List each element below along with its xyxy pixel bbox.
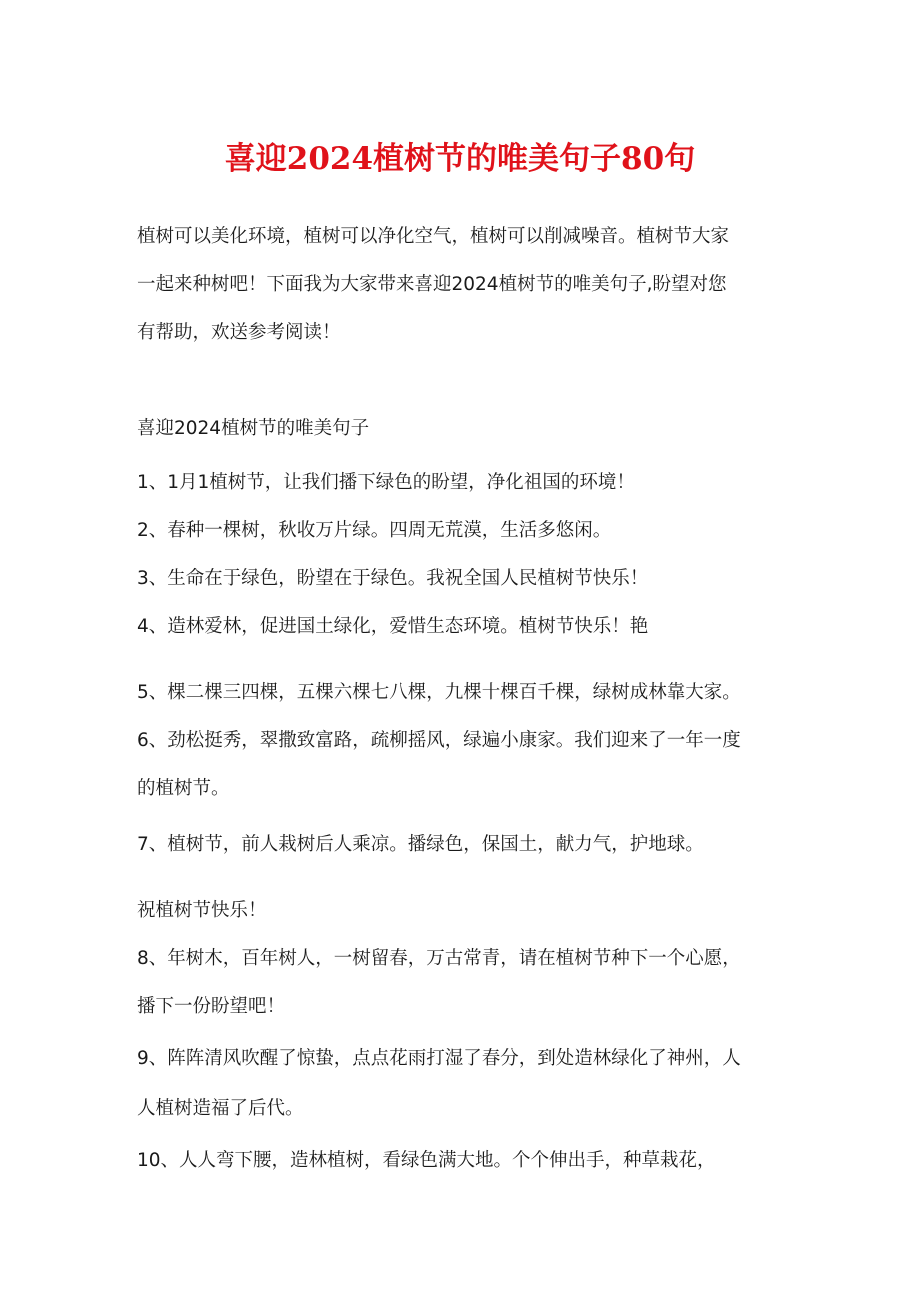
list-item-10: 10、人人弯下腰，造林植树，看绿色满大地。个个伸出手，种草栽花，: [137, 1150, 716, 1171]
list-item-8-line-1: 8、年树木，百年树人，一树留春，万古常青，请在植树节种下一个心愿，: [137, 948, 741, 969]
list-item-9-line-2: 人植树造福了后代。: [137, 1098, 304, 1119]
list-item-5: 5、棵二棵三四棵，五棵六棵七八棵，九棵十棵百千棵，绿树成林靠大家。: [137, 682, 741, 703]
list-item-3: 3、生命在于绿色，盼望在于绿色。我祝全国人民植树节快乐！: [137, 568, 649, 589]
list-item-4: 4、造林爱林，促进国土绿化，爱惜生态环境。植树节快乐！艳: [137, 616, 649, 637]
intro-line-3: 有帮助，欢送参考阅读！: [137, 322, 341, 343]
list-item-8-line-2: 播下一份盼望吧！: [137, 996, 286, 1017]
list-item-2: 2、春种一棵树，秋收万片绿。四周无荒漠，生活多悠闲。: [137, 520, 612, 541]
list-item-6-line-1: 6、劲松挺秀，翠撒致富路，疏柳摇风，绿遍小康家。我们迎来了一年一度: [137, 730, 741, 751]
document-title: 喜迎2024植树节的唯美句子80句: [224, 141, 696, 177]
list-item-9-line-1: 9、阵阵清风吹醒了惊蛰，点点花雨打湿了春分，到处造林绿化了神州，人: [137, 1048, 741, 1069]
list-item-7: 7、植树节，前人栽树后人乘凉。播绿色，保国土，献力气，护地球。: [137, 834, 704, 855]
section-heading: 喜迎2024植树节的唯美句子: [137, 418, 370, 439]
list-item-7-continued: 祝植树节快乐！: [137, 900, 267, 921]
list-item-6-line-2: 的植树节。: [137, 778, 230, 799]
intro-line-2: 一起来种树吧！下面我为大家带来喜迎2024植树节的唯美句子,盼望对您: [137, 274, 727, 295]
intro-line-1: 植树可以美化环境，植树可以净化空气，植树可以削减噪音。植树节大家: [137, 226, 730, 247]
list-item-1: 1、1月1植树节，让我们播下绿色的盼望，净化祖国的环境！: [137, 472, 635, 493]
